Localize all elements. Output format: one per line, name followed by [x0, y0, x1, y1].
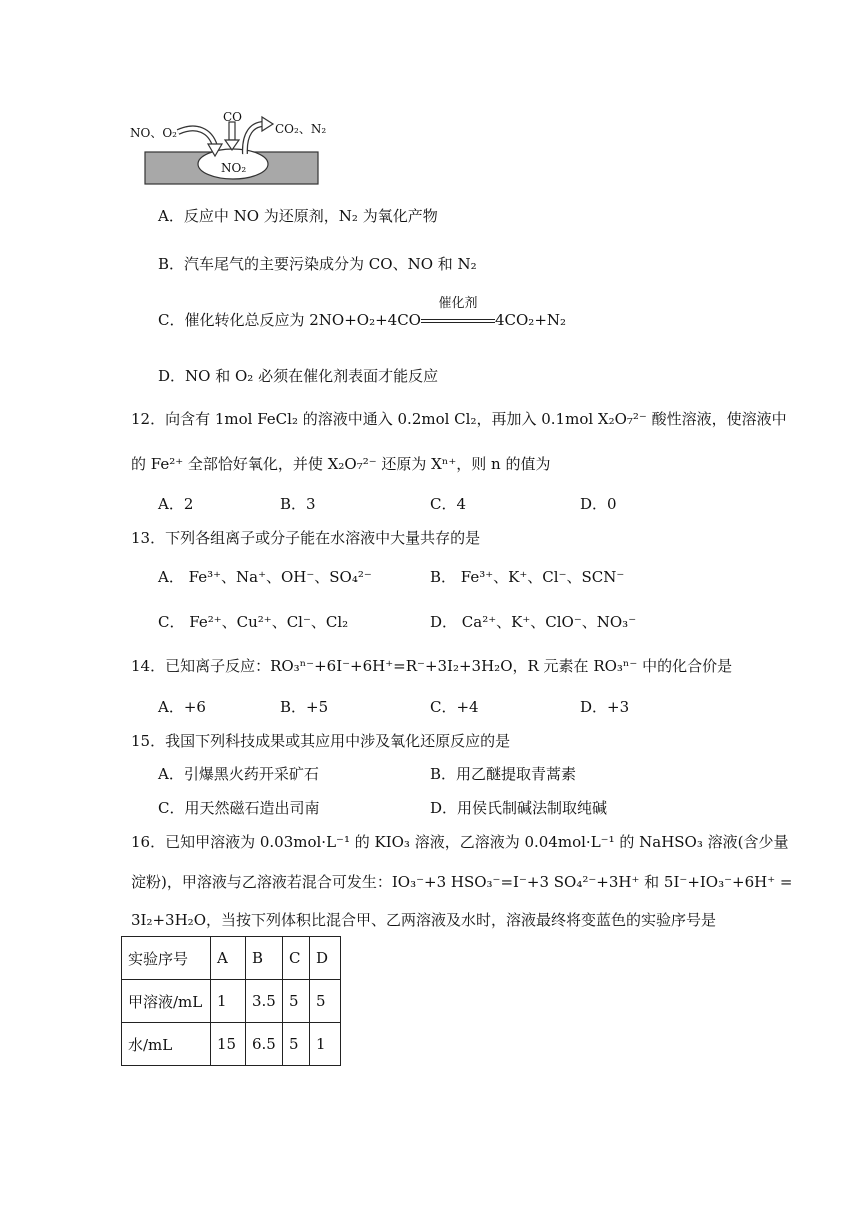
table-cell: 3.5 — [246, 980, 283, 1023]
reaction-condition: 催化剂 — [421, 310, 495, 330]
table-cell: 5 — [283, 1023, 310, 1066]
table-header-row — [122, 937, 341, 980]
q11-option-c: C．催化转化总反应为 2NO+O₂+4CO 催化剂 4CO₂+N₂ — [158, 296, 567, 329]
q12-option-b: B．3 — [280, 495, 316, 513]
table-cell: 1 — [211, 980, 246, 1023]
q15-option-c: C．用天然磁石造出司南 — [158, 799, 320, 817]
q16-stem-line2: 淀粉)，甲溶液与乙溶液若混合可发生：IO₃⁻+3 HSO₃⁻=I⁻+3 SO₄²⁻+3H⁺ 和 5I⁻+IO₃⁻+6H⁺ = — [131, 873, 793, 891]
q11-option-b: B．汽车尾气的主要污染成分为 CO、NO 和 N₂ — [158, 255, 477, 273]
table-cell: C — [283, 937, 310, 980]
catalyst-diagram — [130, 110, 330, 194]
q11-option-a: A．反应中 NO 为还原剂，N₂ 为氧化产物 — [158, 207, 438, 225]
diagram-reactants-label: NO、O₂ — [130, 126, 177, 140]
diagram-no2-label: NO₂ — [221, 161, 247, 175]
q16-stem-line3: 3I₂+3H₂O，当按下列体积比混合甲、乙两溶液及水时，溶液最终将变蓝色的实验序号是 — [131, 911, 716, 929]
q14-option-b: B．+5 — [280, 698, 329, 716]
diagram-co-label: CO — [223, 110, 243, 124]
table-cell: 6.5 — [246, 1023, 283, 1066]
q14-stem: 14．已知离子反应：RO₃ⁿ⁻+6I⁻+6H⁺=R⁻+3I₂+3H₂O，R 元素在 RO₃ⁿ⁻ 中的化合价是 — [131, 657, 733, 675]
table-row — [122, 1023, 341, 1066]
table-cell: 5 — [283, 980, 310, 1023]
q12-option-d: D．0 — [580, 495, 617, 513]
table-cell: 实验序号 — [122, 937, 211, 980]
q12-option-a: A．2 — [158, 495, 194, 513]
q12-stem-line2: 的 Fe²⁺ 全部恰好氧化，并使 X₂O₇²⁻ 还原为 Xⁿ⁺，则 n 的值为 — [131, 455, 551, 473]
q13-option-a: A． Fe³⁺、Na⁺、OH⁻、SO₄²⁻ — [158, 568, 372, 586]
table-cell: A — [211, 937, 246, 980]
table-cell: B — [246, 937, 283, 980]
q12-option-c: C．4 — [430, 495, 467, 513]
equilibrium-double-line — [421, 319, 495, 323]
table-cell: 5 — [310, 980, 341, 1023]
q11-option-d: D．NO 和 O₂ 必须在催化剂表面才能反应 — [158, 367, 439, 385]
table-cell: 水/mL — [122, 1023, 211, 1066]
q14-option-d: D．+3 — [580, 698, 630, 716]
q15-option-a: A．引爆黑火药开采矿石 — [158, 765, 319, 783]
q13-option-d: D． Ca²⁺、K⁺、ClO⁻、NO₃⁻ — [430, 613, 637, 631]
table-cell: 1 — [310, 1023, 341, 1066]
q13-option-c: C． Fe²⁺、Cu²⁺、Cl⁻、Cl₂ — [158, 613, 349, 631]
q13-stem: 13．下列各组离子或分子能在水溶液中大量共存的是 — [131, 529, 481, 547]
q15-option-d: D．用侯氏制碱法制取纯碱 — [430, 799, 608, 817]
q13-option-b: B． Fe³⁺、K⁺、Cl⁻、SCN⁻ — [430, 568, 625, 586]
table-row — [122, 980, 341, 1023]
diagram-products-label: CO₂、N₂ — [275, 122, 327, 136]
table-cell: D — [310, 937, 341, 980]
q15-option-b: B．用乙醚提取青蒿素 — [430, 765, 577, 783]
q12-stem-line1: 12．向含有 1mol FeCl₂ 的溶液中通入 0.2mol Cl₂，再加入 0.1mol X₂O₇²⁻ 酸性溶液，使溶液中 — [131, 410, 787, 428]
q15-stem: 15．我国下列科技成果或其应用中涉及氧化还原反应的是 — [131, 732, 511, 750]
q14-option-a: A．+6 — [158, 698, 206, 716]
q16-stem-line1: 16．已知甲溶液为 0.03mol·L⁻¹ 的 KIO₃ 溶液，乙溶液为 0.04mol·L⁻¹ 的 NaHSO₃ 溶液(含少量 — [131, 833, 789, 851]
q14-option-c: C．+4 — [430, 698, 479, 716]
experiment-table — [121, 936, 341, 1066]
table-cell: 15 — [211, 1023, 246, 1066]
table-cell: 甲溶液/mL — [122, 980, 211, 1023]
